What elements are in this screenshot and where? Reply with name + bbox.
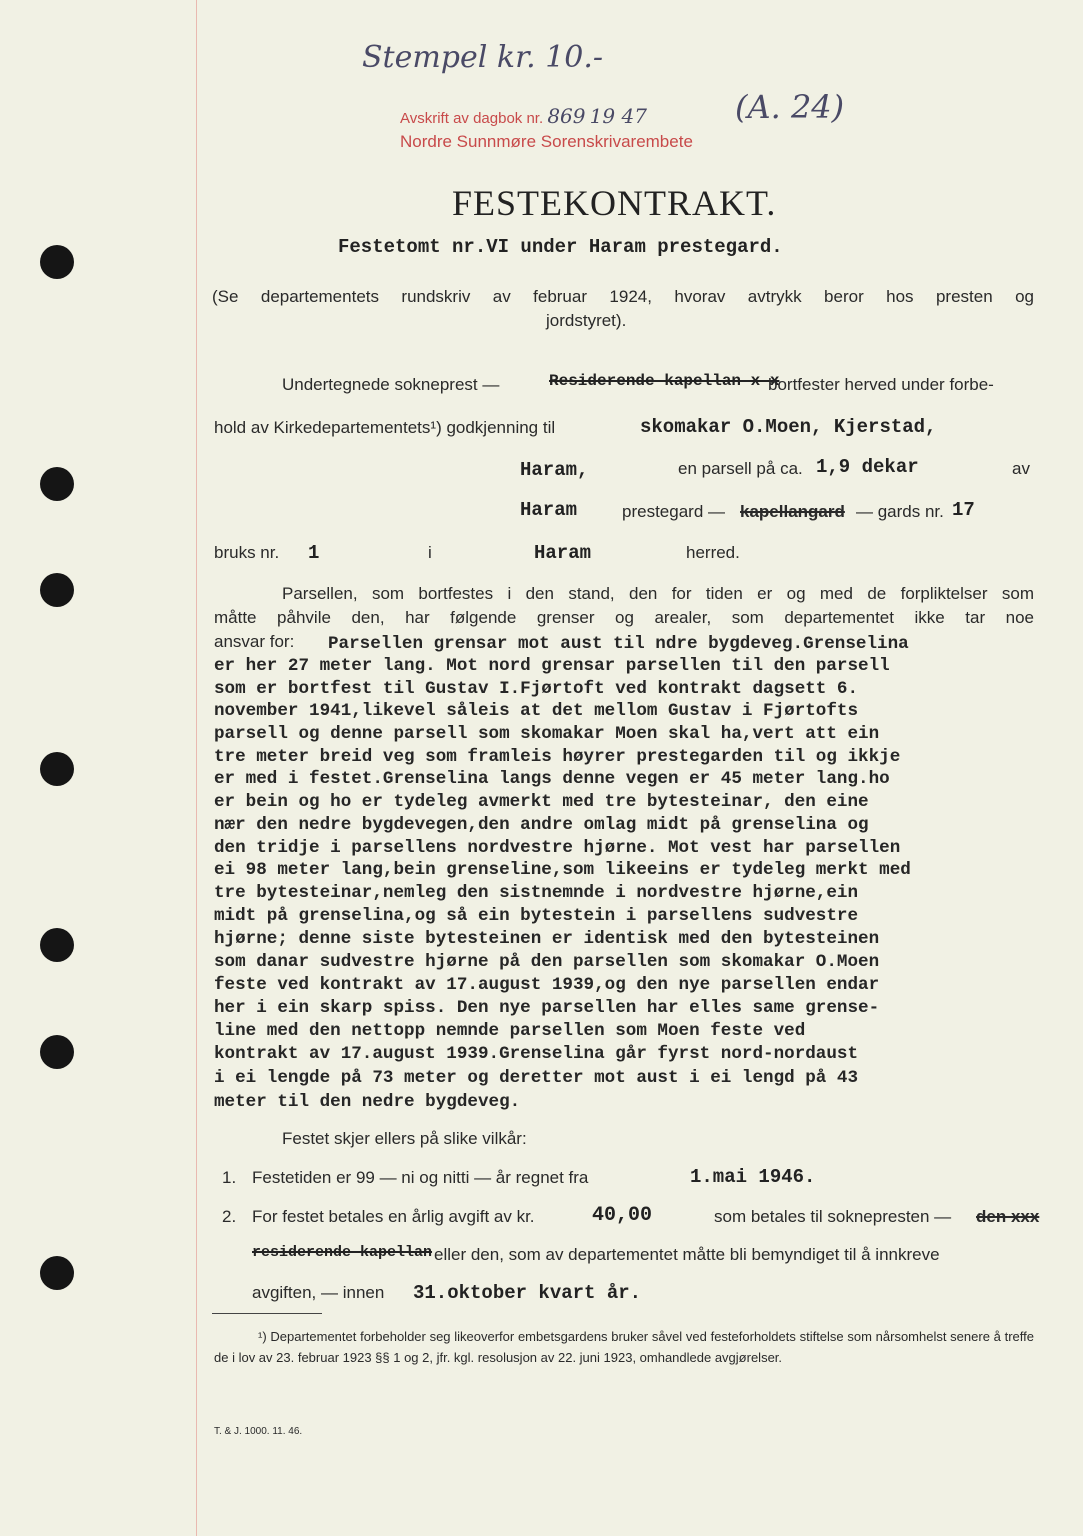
condition-2-struck-kapellan: residerende kapellan xyxy=(252,1244,433,1261)
form-herred-name: Haram xyxy=(534,542,592,564)
condition-2-amount: 40,00 xyxy=(592,1204,653,1227)
condition-2-text-2: som betales til soknepresten — xyxy=(714,1207,952,1226)
stamp-office-name: Nordre Sunnmøre Sorenskrivarembete xyxy=(400,132,693,151)
form-i: i xyxy=(428,543,432,562)
boundary-line: meter til den nedre bygdeveg. xyxy=(214,1092,521,1112)
punch-hole xyxy=(40,1035,74,1069)
punch-hole xyxy=(40,1256,74,1290)
form-line-1-end: bortfester herved under forbe- xyxy=(768,375,994,394)
form-bruks-nr-label: bruks nr. xyxy=(214,543,280,562)
stamp-prefix: Avskrift av dagbok nr. xyxy=(400,110,544,127)
boundary-line: parsell og denne parsell som skomakar Moen skal ha,vert att ein xyxy=(214,724,880,744)
boundary-line: nær den nedre bygdevegen,den andre omlag midt på grenselina og xyxy=(214,815,869,835)
reference-line-2: jordstyret). xyxy=(546,311,627,330)
form-lessee-place: Haram, xyxy=(520,459,589,481)
boundary-line: line med den nettopp nemnde parsellen som Moen feste ved xyxy=(214,1021,806,1041)
boundary-line: ei 98 meter lang,bein grenseline,som likeeins er tydeleg merkt med xyxy=(214,860,911,880)
form-parcel-area: 1,9 dekar xyxy=(816,456,919,478)
condition-1-start-date: 1.mai 1946. xyxy=(690,1166,816,1188)
parcel-intro-line-2: måtte påhvile den, har følgende grenser og arealer, som departementet ikke tar noe xyxy=(214,608,1034,627)
conditions-intro: Festet skjer ellers på slike vilkår: xyxy=(282,1129,527,1148)
document-subtitle: Festetomt nr.VI under Haram prestegard. xyxy=(338,236,783,258)
margin-rule xyxy=(196,0,197,1536)
boundary-line: som er bortfest til Gustav I.Fjørtoft ved kontrakt dagsett 6. xyxy=(214,679,859,699)
form-gards-number: 17 xyxy=(952,499,975,521)
condition-2-deadline: 31.oktober kvart år. xyxy=(413,1282,642,1304)
form-parcel-size-label: en parsell på ca. xyxy=(678,459,803,478)
boundary-line: som danar sudvestre hjørne på den parsellen som skomakar O.Moen xyxy=(214,952,880,972)
reference-line-1: (Se departementets rundskriv av februar 1924, hvorav avtrykk beror hos presten og xyxy=(212,287,1034,306)
handwritten-case-reference: (A. 24) xyxy=(735,88,845,126)
form-bruks-number: 1 xyxy=(308,542,320,564)
condition-2-text: For festet betales en årlig avgift av kr. xyxy=(252,1207,535,1226)
boundary-line: tre bytesteinar,nemleg den sistnemnde i nordvestre hjørne,ein xyxy=(214,883,859,903)
boundary-line: feste ved kontrakt av 17.august 1939,og den nye parsellen endar xyxy=(214,975,880,995)
condition-2-line-2: eller den, som av departementet måtte bli bemyndiget til å innkreve xyxy=(434,1245,940,1264)
punch-hole xyxy=(40,245,74,279)
boundary-line: er med i festet.Grenselina langs denne vegen er 45 meter lang.ho xyxy=(214,769,890,789)
form-lessee-name: skomakar O.Moen, Kjerstad, xyxy=(640,416,937,438)
boundary-line: den tridje i parsellens nordvestre hjørne. Mot vest har parsellen xyxy=(214,838,901,858)
form-struck-kapellangard: kapellangard xyxy=(740,502,845,521)
form-gards-nr-label: — gards nr. xyxy=(856,502,944,521)
form-line-1-start: Undertegnede sokneprest — xyxy=(282,375,500,394)
condition-1-number: 1. xyxy=(222,1168,237,1187)
footnote-rule xyxy=(212,1313,322,1314)
handwritten-stempel-note: Stempel kr. 10.- xyxy=(362,40,604,75)
parcel-intro-line-1: Parsellen, som bortfestes i den stand, den for tiden er og med de forpliktelser som xyxy=(282,584,1034,603)
boundary-line: her i ein skarp spiss. Den nye parsellen har elles same grense- xyxy=(214,998,880,1018)
condition-1-text: Festetiden er 99 — ni og nitti — år regnet fra xyxy=(252,1168,589,1187)
parcel-intro-line-3: ansvar for: xyxy=(214,632,295,651)
punch-hole xyxy=(40,928,74,962)
register-stamp xyxy=(400,104,647,128)
boundary-line: kontrakt av 17.august 1939.Grenselina går fyrst nord-nordaust xyxy=(214,1044,859,1064)
condition-2-struck-den: den xxx xyxy=(976,1207,1040,1226)
form-struck-kapellan: Residerende kapellan x x xyxy=(549,372,780,390)
punch-hole xyxy=(40,573,74,607)
boundary-line: i ei lengde på 73 meter og deretter mot aust i ei lengd på 43 xyxy=(214,1068,859,1088)
boundary-line: tre meter breid veg som framleis høyrer prestegarden til og ikkje xyxy=(214,747,901,767)
boundary-line: er bein og ho er tydeleg avmerkt med tre bytesteinar, den eine xyxy=(214,792,869,812)
printer-mark: T. & J. 1000. 11. 46. xyxy=(214,1426,303,1437)
condition-2-number: 2. xyxy=(222,1207,237,1226)
form-herred-label: herred. xyxy=(686,543,740,562)
footnote: ¹) Departementet forbeholder seg likeoverfor embetsgardens bruker såvel ved festeforholdets stiftelse som nårsomhelst senere å treffe de i lov av 23. februar 1923 §§ 1 og 2, jfr. kgl. resolusjon av 22. juni 1923, omhandlede avgjørelser. xyxy=(214,1329,1034,1365)
stamp-year: 19 47 xyxy=(589,104,647,128)
boundary-line: hjørne; denne siste bytesteinen er identisk med den bytesteinen xyxy=(214,929,880,949)
document-title: FESTEKONTRAKT. xyxy=(452,183,777,223)
form-av: av xyxy=(1012,459,1030,478)
boundary-line: er her 27 meter lang. Mot nord grensar parsellen til den parsell xyxy=(214,656,890,676)
boundary-line: november 1941,likevel såleis at det mellom Gustav i Fjørtofts xyxy=(214,701,859,721)
form-line-2-start: hold av Kirkedepartementets¹) godkjenning til xyxy=(214,418,556,437)
stamp-dagbok-number: 869 xyxy=(547,104,586,128)
boundary-line: midt på grenselina,og så ein bytestein i parsellens sudvestre xyxy=(214,906,859,926)
punch-hole xyxy=(40,752,74,786)
punch-hole xyxy=(40,467,74,501)
boundary-line: Parsellen grensar mot aust til ndre bygdeveg.Grenselina xyxy=(328,634,909,654)
form-prestegard-label: prestegard — xyxy=(622,502,725,521)
form-farm-name: Haram xyxy=(520,499,578,521)
condition-2-line-3: avgiften, — innen xyxy=(252,1283,385,1302)
